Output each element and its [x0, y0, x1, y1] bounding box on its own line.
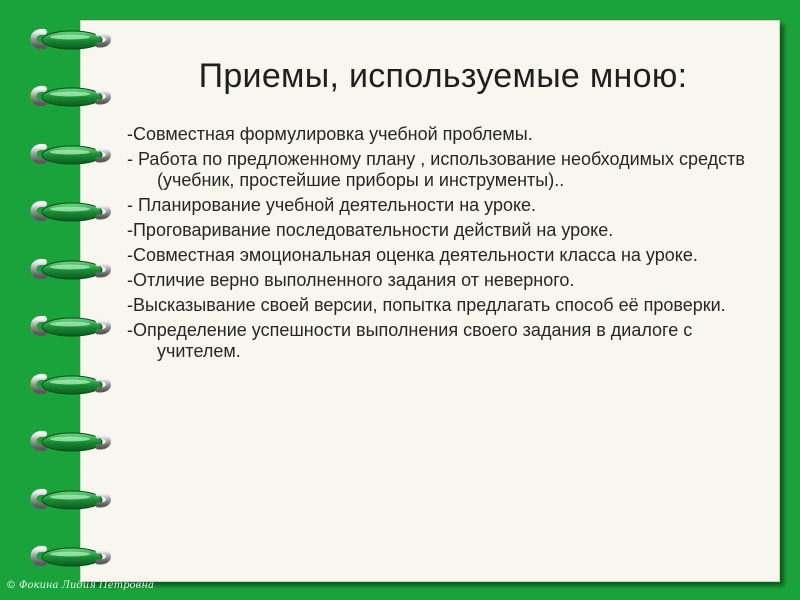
notebook-page — [80, 20, 780, 582]
list-item: -Совместная формулировка учебной проблемы. — [127, 124, 533, 144]
technique-list — [127, 124, 747, 366]
spiral-ring-icon — [34, 376, 109, 394]
spiral-ring-icon — [34, 548, 109, 566]
spiral-ring-icon — [34, 31, 109, 49]
slide-title: Приемы, используемые мною: — [198, 57, 688, 95]
spiral-ring-icon — [34, 433, 109, 451]
spiral-ring-icon — [34, 203, 109, 221]
list-item: - Работа по предложенному плану , использование необходимых средств (учебник, простейшие приборы и инструменты).. — [127, 149, 745, 190]
list-item: -Высказывание своей версии, попытка предлагать способ её проверки. — [127, 295, 726, 315]
spiral-ring-icon — [34, 491, 109, 509]
list-item: - Планирование учебной деятельности на уроке. — [127, 195, 537, 215]
copyright-watermark: © Фокина Лидия Петровна — [6, 580, 154, 591]
spiral-ring-icon — [34, 88, 109, 106]
list-item: -Совместная эмоциональная оценка деятельности класса на уроке. — [127, 245, 698, 265]
spiral-ring-icon — [34, 261, 109, 279]
spiral-ring-icon — [34, 146, 109, 164]
list-item: -Отличие верно выполненного задания от неверного. — [127, 270, 575, 290]
list-item: -Определение успешности выполнения своего задания в диалоге с учителем. — [127, 320, 693, 361]
spiral-ring-icon — [34, 318, 109, 336]
spiral-binding — [0, 0, 130, 600]
list-item: -Проговаривание последовательности действий на уроке. — [127, 220, 614, 240]
